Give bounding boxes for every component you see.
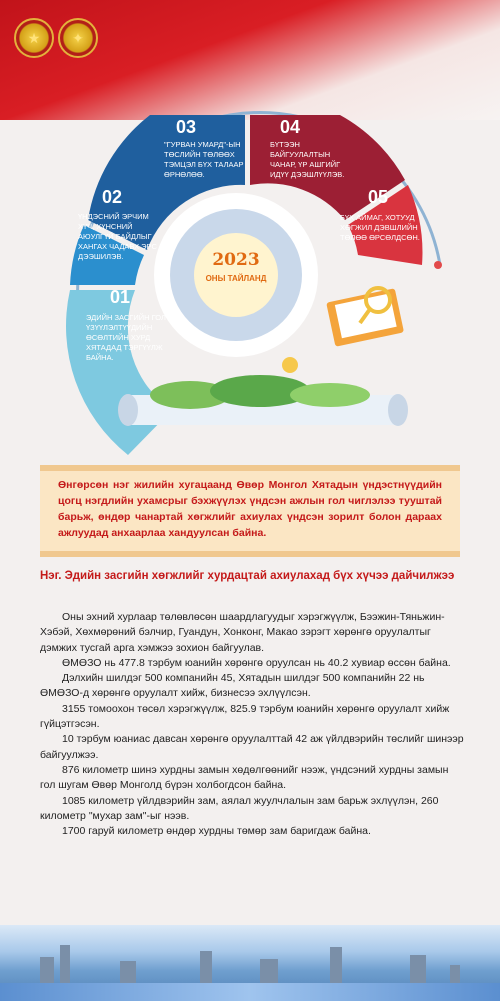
city-skyline-image	[0, 925, 500, 1001]
segment-03-number: 03	[176, 117, 197, 137]
segment-02-number: 02	[102, 187, 123, 207]
segment-02-text: ҮНДЭСНИЙ ЭРЧИМ ХҮЧ, ХҮНСНИЙ АЮУЛГҮЙ БАЙДЛЫГ ХАНГАХ ЧАДАВХ ЭРС ДЭЭШИЛЭВ.	[78, 212, 157, 261]
segment-05-number: 05	[368, 187, 389, 207]
national-emblem-icon: ★	[14, 18, 54, 58]
segment-04-number: 04	[280, 117, 301, 137]
paragraph: ӨМӨЗО нь 477.8 тэрбум юанийн хөрөнгө оруулсан нь 40.2 хувиар өссөн байна.	[62, 656, 451, 669]
summary-panel	[40, 465, 460, 557]
paragraph: 1700 гаруй километр өндөр хурдны төмөр зам баригдаж байна.	[62, 825, 371, 838]
segment-04-text: БҮТЭЭН БАЙГУУЛАЛТЫН ЧАНАР, ҮР АШГИЙГ ИДҮҮ ДЭЭШЛҮҮЛЭВ.	[270, 140, 345, 179]
center-year: 2023	[212, 250, 260, 270]
paragraph: 3155 томоохон төсөл хэрэгжүүлж, 825.9 тэрбум юанийн хөрөнгө оруулалт хийж гүйцэтгэсэн.	[40, 702, 450, 731]
segment-05-text: БҮХ АЙМАГ, ХОТУУД ХӨГЖИЛ ДЭВШЛИЙН ТӨЛӨӨ ӨРСӨЛДСӨН.	[340, 213, 420, 242]
paragraph: 876 километр шинэ хурдны замын хөдөлгөөнийг нээж, үндсэний хурдны замын гол шугам Өвөр Монголд бүрэн холбогдсон байна.	[40, 763, 449, 792]
river	[0, 983, 500, 1001]
paragraph: Дэлхийн шилдэг 500 компанийн 45, Хятадын шилдэг 500 компанийн 22 нь ӨМӨЗО-д хөрөнгө оруулалт хийж, бизнесээ эхлүүлсэн.	[40, 672, 425, 700]
body-text	[40, 610, 465, 839]
sun-icon	[282, 357, 298, 373]
paragraph: Оны эхний хурлаар төлөвлөсөн шаардлагуудыг хэрэгжүүлж, Бээжин-Тяньжин-Хэбэй, Хөхмөрөний бэлчир, Гуандун, Хонконг, Макао зэрэгт хөрөнгө оруулалтыг дэмжих тусгай арга хэмжээ зохион байгуулав.	[40, 611, 445, 654]
arc-end-dot	[434, 261, 442, 269]
segment-01-text: ЭДИЙН ЗАСГИЙН ГОЛ ҮЗҮҮЛЭЛТҮҮДИЙН ӨСӨЛТИЙН ХУРД ХЯТАДАД ТЭРГҮҮЛЖ БАЙНА.	[86, 313, 166, 362]
segment-01-number: 01	[110, 287, 131, 307]
segment-03-text: "ГУРВАН УМАРД"-ЫН ТӨСЛИЙН ТӨЛӨӨХ ТЭМЦЭЛ БҮХ ТАЛААР ӨРНӨЛӨӨ.	[164, 140, 244, 179]
cppcc-emblem-icon: ✦	[58, 18, 98, 58]
paragraph: 10 тэрбум юаниас давсан хөрөнгө оруулалттай 42 аж үйлдвэрийн төслийг шинээр байгуулжээ.	[40, 733, 464, 761]
summary-text: Өнгөрсөн нэг жилийн хугацаанд Өвөр Монгол Хятадын үндэстнүүдийн цогц нэгдлийн ухамсрыг бэхжүүлэх үндсэн ажлын гол чиглэлээ тууштай барьж, өндөр чанартай хөгжлийг ахиулах үндсэн зорилт болон дараах ажлуудад анхаарлаа хандуулсан байна.	[58, 479, 442, 539]
center-label: ОНЫ ТАЙЛАНД	[205, 274, 267, 283]
section-title: Нэг. Эдийн засгийн хөгжлийг хурдацтай ахиулахад бүх хүчээ дайчилжээ	[40, 570, 455, 582]
paragraph: 1085 километр үйлдвэрийн зам, аялал жуулчлалын зам барьж эхлүүлэн, 260 километр "мухар зам"-ыг нээв.	[40, 794, 439, 822]
